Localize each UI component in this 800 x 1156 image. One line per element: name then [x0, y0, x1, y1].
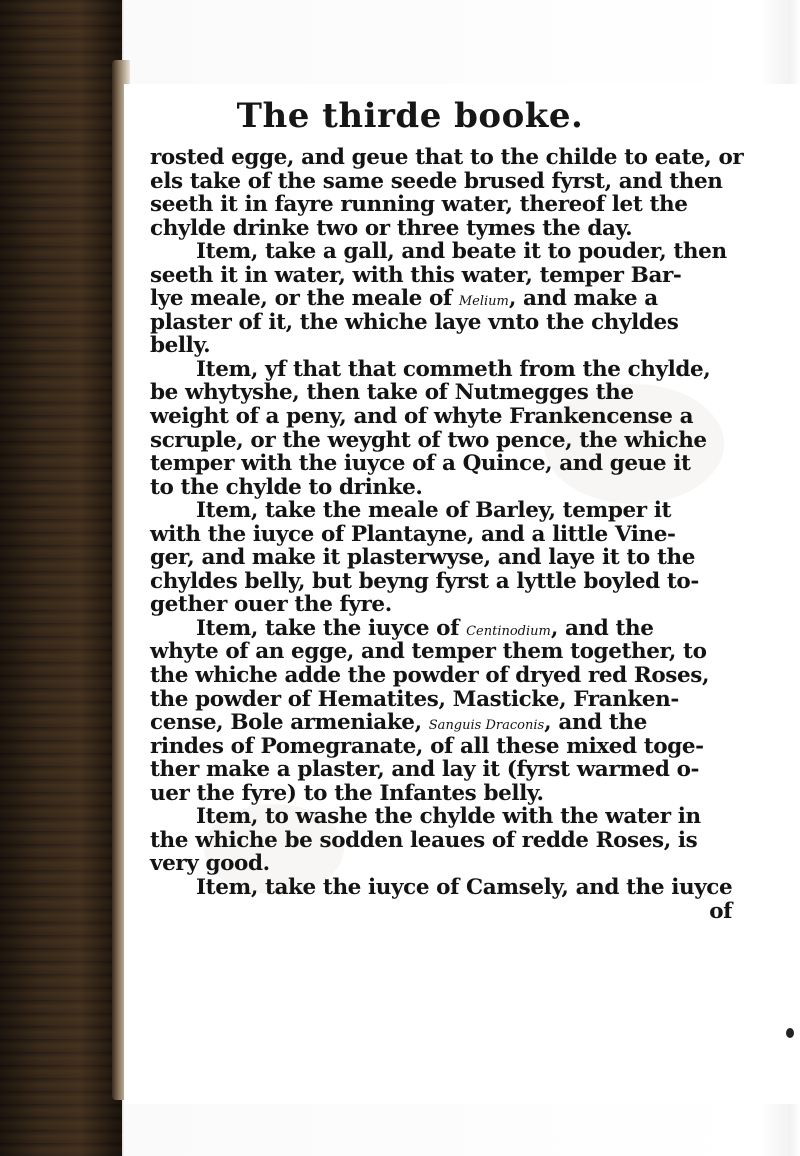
line-text: weight of a peny, and of whyte Frankencense a: [150, 404, 694, 430]
text-line: [150, 593, 780, 617]
text-line: [150, 358, 780, 382]
book-binding: [0, 0, 122, 1156]
text-line: [150, 829, 780, 853]
text-line: [150, 570, 780, 594]
text-line: [150, 711, 780, 735]
line-text: Item, yf that that commeth from the chylde,: [196, 356, 711, 382]
text-line: [150, 688, 780, 712]
line-text: be whytyshe, then take of Nutmegges the: [150, 380, 634, 406]
line-text: whyte of an egge, and temper them together, to: [150, 639, 707, 665]
line-text: Item, take the iuyce of Camsely, and the iuyce: [196, 874, 733, 900]
line-text: very good.: [150, 851, 270, 877]
line-text: chylde drinke two or three tymes the day.: [150, 215, 633, 241]
line-text: ther make a plaster, and lay it (fyrst warmed o-: [150, 757, 700, 783]
running-head-container: [190, 96, 630, 140]
text-line: [150, 287, 780, 311]
text-line: [150, 240, 780, 264]
line-text-continued: , and the: [550, 615, 654, 641]
line-text: plaster of it, the whiche laye vnto the chyldes: [150, 309, 679, 335]
catchword: of: [709, 898, 732, 924]
text-line: [150, 546, 780, 570]
text-line: [150, 876, 780, 900]
line-text: to the chylde to drinke.: [150, 474, 423, 500]
text-line: [150, 852, 780, 876]
latin-term: Sanguis Draconis: [428, 718, 545, 734]
line-text: Item, take the iuyce of: [196, 615, 459, 641]
line-text: uer the fyre) to the Infantes belly.: [150, 780, 544, 806]
line-text: with the iuyce of Plantayne, and a little Vine-: [150, 521, 676, 547]
text-line: [150, 217, 780, 241]
text-line: [150, 264, 780, 288]
text-line: [150, 476, 780, 500]
line-text: scruple, or the weyght of two pence, the whiche: [150, 427, 707, 453]
text-line: [150, 311, 780, 335]
line-text-continued: , and make a: [508, 286, 658, 312]
line-text: Item, take a gall, and beate it to pouder, then: [196, 239, 727, 265]
text-line: [150, 334, 780, 358]
text-line: [150, 405, 780, 429]
text-line: [150, 758, 780, 782]
line-text: lye meale, or the meale of: [150, 286, 452, 312]
line-text: seeth it in fayre running water, thereof let the: [150, 192, 688, 218]
line-text: rosted egge, and geue that to the childe to eate, or: [150, 145, 744, 170]
latin-term: Centinodium: [466, 623, 551, 639]
latin-term: Melium: [458, 294, 509, 310]
text-line: [150, 782, 780, 806]
text-line: [150, 523, 780, 547]
text-line: [150, 170, 780, 194]
line-text: the whiche adde the powder of dryed red Roses,: [150, 663, 710, 689]
text-line: [150, 617, 780, 641]
line-text: the powder of Hematites, Masticke, Franken-: [150, 686, 679, 712]
line-text: seeth it in water, with this water, temper Bar-: [150, 262, 682, 288]
text-line: [150, 735, 780, 759]
text-line: [150, 193, 780, 217]
text-line: [150, 640, 780, 664]
line-text-continued: , and the: [544, 710, 647, 736]
line-text: temper with the iuyce of a Quince, and geue it: [150, 451, 691, 477]
line-text: rindes of Pomegranate, of all these mixed toge-: [150, 733, 704, 759]
text-line: [150, 805, 780, 829]
line-text: gether ouer the fyre.: [150, 592, 392, 618]
line-text: the whiche be sodden leaues of redde Roses, is: [150, 827, 698, 853]
text-line: [150, 664, 780, 688]
line-text: els take of the same seede brused fyrst, and then: [150, 168, 723, 194]
running-head: The thirde booke.: [236, 96, 584, 136]
text-line: [150, 452, 780, 476]
line-text: ger, and make it plasterwyse, and laye it to the: [150, 545, 695, 571]
text-line: [150, 499, 780, 523]
line-text: Item, take the meale of Barley, temper it: [196, 498, 672, 524]
line-text: belly.: [150, 333, 211, 359]
text-line: [150, 146, 780, 170]
line-text: Item, to washe the chylde with the water in: [196, 804, 701, 830]
margin-mark: [786, 1028, 794, 1038]
line-text: cense, Bole armeniake,: [150, 710, 422, 736]
text-line: [150, 429, 780, 453]
body-text: [150, 146, 780, 923]
text-line: [150, 381, 780, 405]
line-text: chyldes belly, but beyng fyrst a lyttle boyled to-: [150, 568, 699, 594]
